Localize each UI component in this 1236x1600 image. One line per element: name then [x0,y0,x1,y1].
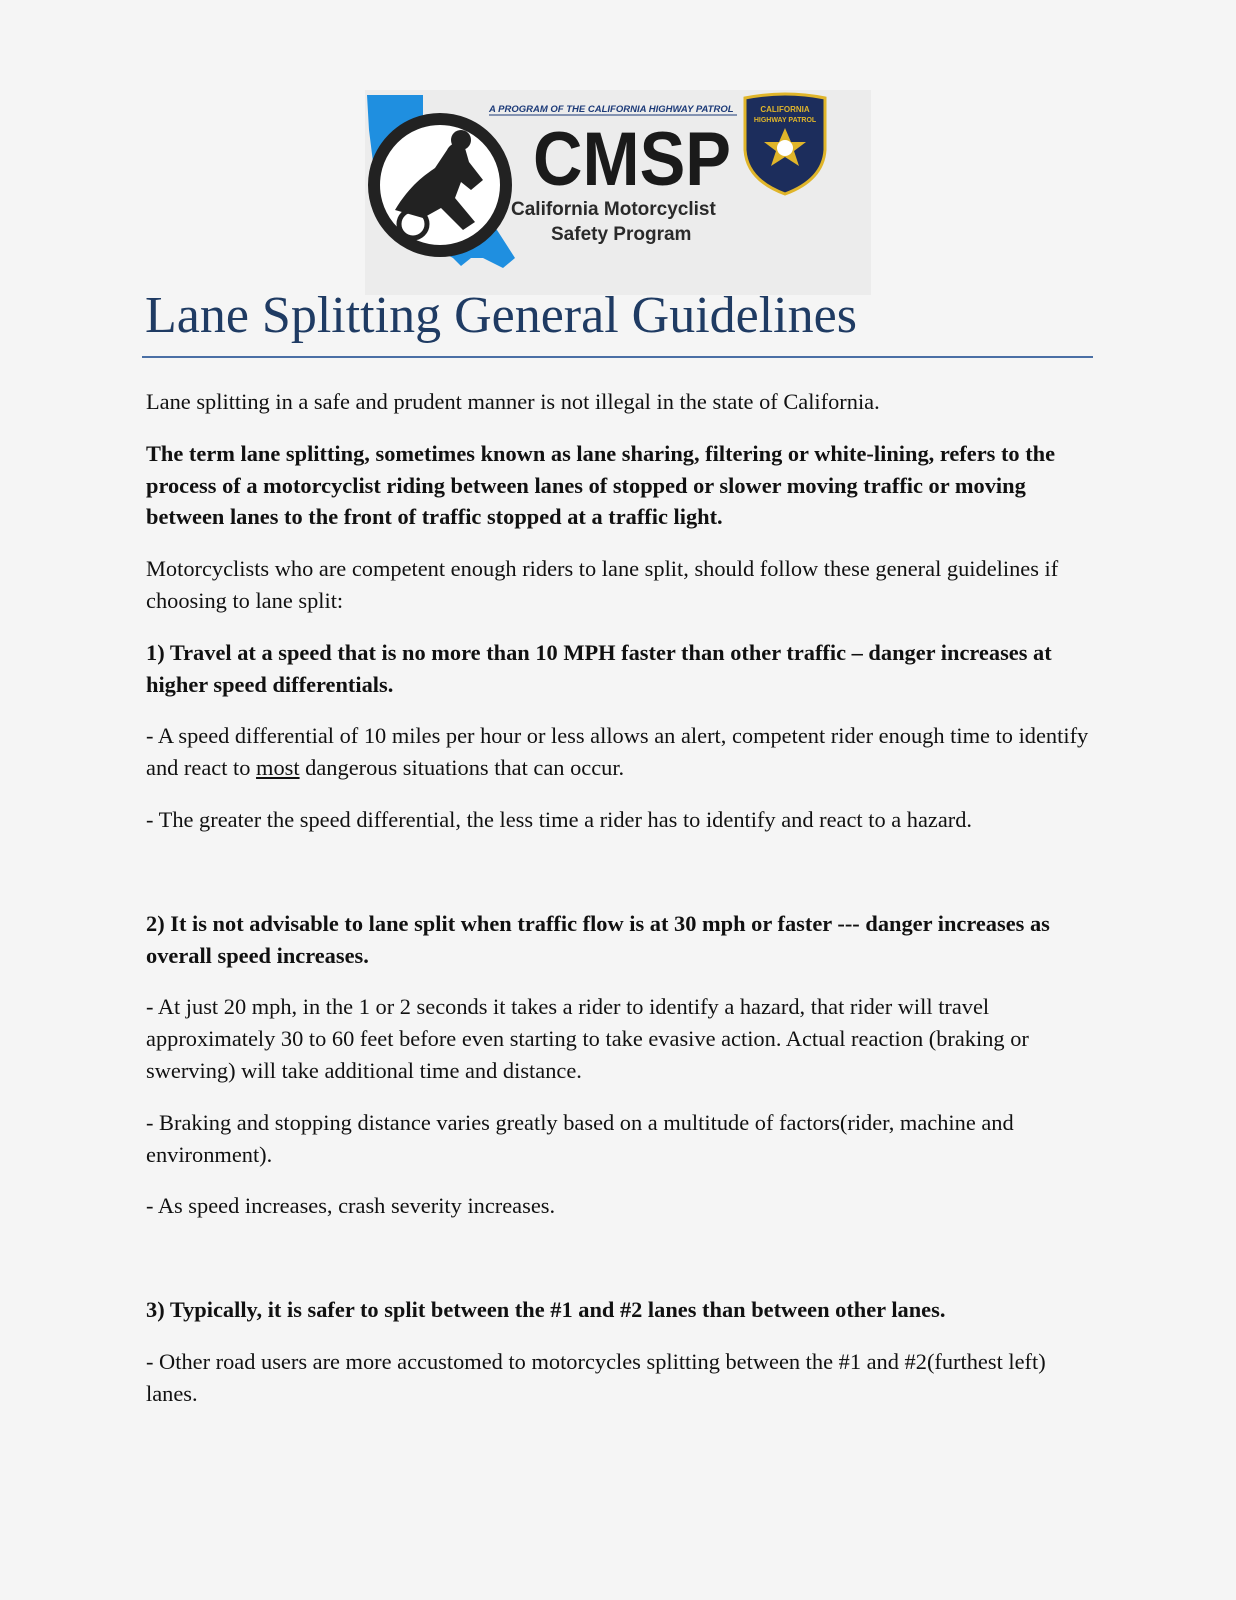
chp-badge-icon [745,94,825,194]
guideline-3-point-a: - Other road users are more accustomed to motorcycles splitting between the #1 and #2(furthest left) lanes. [146,1348,1046,1406]
guideline-1-point-a: - A speed differential of 10 miles per hour or less allows an alert, competent rider enough time to identify and react to most dangerous situations that can occur. [146,723,1089,781]
guideline-1-heading: 1) Travel at a speed that is no more than 10 MPH faster than other traffic – danger increases at higher speed differentials. [146,639,1052,697]
definition-paragraph: The term lane splitting, sometimes known as lane sharing, filtering or white-lining, refers to the process of a motorcyclist riding between lanes of stopped or slower moving traffic or moving between lanes to the front of traffic stopped at a traffic light. [146,440,1056,530]
guideline-2-point-a: - At just 20 mph, in the 1 or 2 seconds it takes a rider to identify a hazard, that rider will travel approximately 30 to 60 feet before even starting to take evasive action. Actual reaction (braking or swerving) will take additional time and distance. [146,994,1029,1083]
document-body [146,386,1096,1410]
program-name-line2: Safety Program [551,224,692,245]
guideline-3-heading: 3) Typically, it is safer to split between the #1 and #2 lanes than between other lanes. [146,1297,946,1323]
intro-paragraph: Lane splitting in a safe and prudent manner is not illegal in the state of California. [146,389,880,414]
svg-text:HIGHWAY PATROL: HIGHWAY PATROL [753,117,817,124]
title-divider [142,356,1093,358]
guideline-1-point-b: - The greater the speed differential, the less time a rider has to identify and react to a hazard. [146,806,973,832]
svg-text:CALIFORNIA: CALIFORNIA [760,105,810,114]
guideline-2-point-b: - Braking and stopping distance varies greatly based on a multitude of factors(rider, machine and environment). [146,1109,1014,1167]
guideline-2-heading: 2) It is not advisable to lane split when traffic flow is at 30 mph or faster --- danger increases as overall speed increases. [146,910,1050,968]
program-text: A PROGRAM OF THE CALIFORNIA HIGHWAY PATROL [489,104,734,115]
program-name-line1: California Motorcyclist [511,199,716,220]
guidelines-intro: Motorcyclists who are competent enough riders to lane split, should follow these general guidelines if choosing to lane split: [146,556,1059,613]
cmsp-logo [365,90,871,295]
guideline-2-point-c: - As speed increases, crash severity increases. [146,1193,556,1219]
cmsp-acronym: CMSP [533,117,731,202]
page-title: Lane Splitting General Guidelines [145,287,857,344]
